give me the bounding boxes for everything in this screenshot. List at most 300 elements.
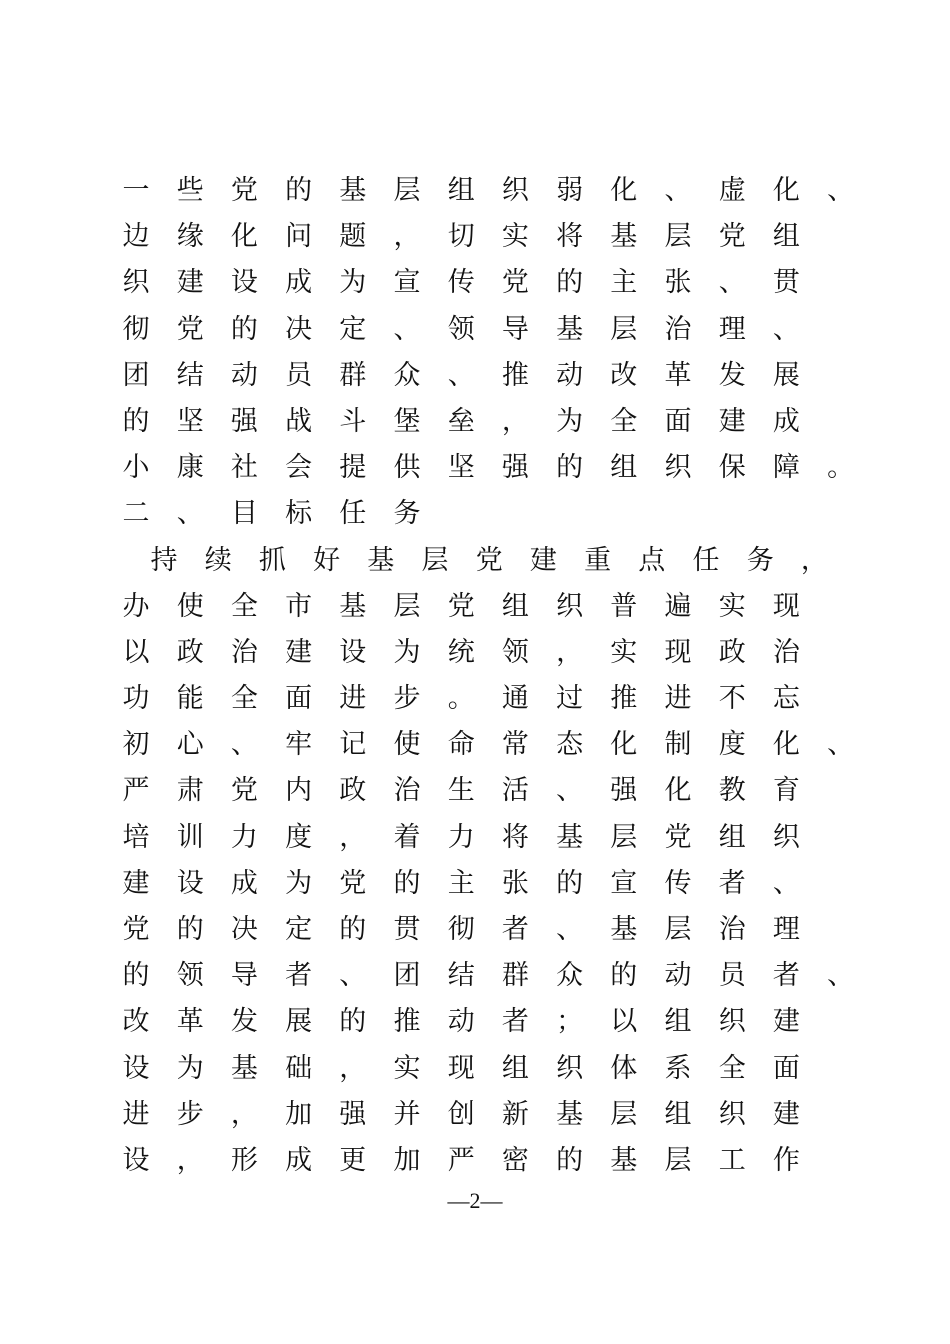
text-char: 能 [176, 683, 204, 715]
text-char: 层 [610, 1098, 638, 1130]
text-char: 培 [122, 821, 150, 853]
text-char: 以 [610, 1006, 638, 1038]
text-char: 建 [176, 267, 204, 299]
text-char: 使 [393, 729, 421, 761]
text-char: 、 [772, 867, 800, 899]
text-char: 任 [692, 544, 720, 576]
text-char: 成 [285, 1144, 313, 1176]
text-char: 的 [556, 1144, 584, 1176]
text-char: 建 [772, 1098, 800, 1130]
text-char: 党 [447, 590, 475, 622]
text-char: 、 [827, 175, 855, 206]
text-char: 成 [285, 267, 313, 299]
page-number: —2— [447, 1188, 503, 1213]
text-char: 、 [827, 960, 855, 992]
text-char: 改 [610, 359, 638, 391]
text-char: 以 [122, 636, 150, 668]
text-char: 设 [122, 1144, 150, 1176]
text-char: 化 [772, 729, 800, 761]
text-char: 加 [393, 1144, 421, 1176]
text-char: 组 [664, 1098, 692, 1130]
text-char: 力 [230, 821, 258, 853]
text-char: 础 [285, 1052, 313, 1084]
text-char: 层 [664, 914, 692, 945]
text-char: 团 [122, 359, 150, 391]
text-char: 者 [772, 960, 800, 992]
text-char: 、 [827, 729, 855, 761]
text-char: 目 [230, 498, 258, 530]
text-char: 活 [501, 775, 529, 807]
text-line [0, 1046, 950, 1092]
text-line [0, 861, 950, 907]
text-char: 态 [556, 729, 584, 761]
text-char: 、 [664, 175, 692, 206]
text-line [0, 399, 950, 445]
text-char: 垒 [447, 405, 475, 437]
text-char: 使 [176, 590, 204, 622]
text-line [0, 1092, 950, 1138]
text-char: 基 [556, 821, 584, 853]
text-char: 织 [122, 267, 150, 299]
text-char: 党 [230, 775, 258, 807]
text-char: 理 [772, 914, 800, 945]
text-char: 贯 [772, 267, 800, 299]
text-char: 作 [772, 1144, 800, 1176]
text-char: 组 [772, 221, 800, 253]
text-char: 的 [610, 960, 638, 992]
text-char: 基 [556, 313, 584, 345]
text-char: 治 [664, 313, 692, 345]
text-line [0, 815, 950, 861]
text-char: 的 [176, 914, 204, 945]
text-char: 一 [122, 175, 150, 206]
text-char: 通 [501, 683, 529, 715]
text-char: 坚 [447, 452, 475, 484]
text-char: 动 [556, 359, 584, 391]
text-char: 设 [339, 636, 367, 668]
text-char: 供 [393, 452, 421, 484]
text-char: 虚 [718, 175, 746, 206]
text-char: 党 [122, 914, 150, 945]
text-char: 动 [447, 1006, 475, 1038]
text-char: 成 [230, 867, 258, 899]
text-char: 治 [718, 914, 746, 945]
text-char: 过 [556, 683, 584, 715]
text-char: 组 [664, 1006, 692, 1038]
text-char: 化 [664, 775, 692, 807]
text-line [0, 676, 950, 722]
text-char: 初 [122, 729, 150, 761]
text-char: 的 [556, 267, 584, 299]
text-char: 理 [718, 313, 746, 345]
text-char: 基 [339, 175, 367, 206]
text-char: 忘 [772, 683, 800, 715]
text-char: 治 [393, 775, 421, 807]
text-char: 进 [339, 683, 367, 715]
text-char: 员 [718, 960, 746, 992]
text-char: 抓 [258, 544, 286, 576]
text-char: 、 [339, 960, 367, 992]
text-char: 面 [664, 405, 692, 437]
text-char: 动 [230, 359, 258, 391]
text-char: 。 [447, 683, 475, 715]
text-char: 基 [367, 544, 395, 576]
text-char: 推 [501, 359, 529, 391]
text-char: 者 [285, 960, 313, 992]
text-char: 进 [664, 683, 692, 715]
text-char: 题 [339, 221, 367, 253]
text-char: 严 [122, 775, 150, 807]
text-line [0, 538, 950, 584]
text-char: 成 [772, 405, 800, 437]
text-char: 坚 [176, 405, 204, 437]
text-char: 推 [610, 683, 638, 715]
text-char: 训 [176, 821, 204, 853]
text-char: 缘 [176, 221, 204, 253]
text-char: 实 [393, 1052, 421, 1084]
text-char: 结 [447, 960, 475, 992]
text-char: 决 [285, 313, 313, 345]
text-char: 层 [610, 821, 638, 853]
text-char: 全 [718, 1052, 746, 1084]
text-char: 强 [501, 452, 529, 484]
text-char: 主 [610, 267, 638, 299]
text-char: 建 [285, 636, 313, 668]
text-char: 着 [393, 821, 421, 853]
text-char: 化 [230, 221, 258, 253]
text-char: 织 [718, 1006, 746, 1038]
text-char: 的 [556, 452, 584, 484]
text-char: 续 [204, 544, 232, 576]
text-line [0, 630, 950, 676]
text-char: 组 [718, 821, 746, 853]
text-char: 织 [664, 452, 692, 484]
text-char: 动 [664, 960, 692, 992]
text-char: 传 [664, 867, 692, 899]
text-char: 的 [393, 867, 421, 899]
text-char: 常 [501, 729, 529, 761]
text-char: 教 [718, 775, 746, 807]
text-char: 织 [718, 1098, 746, 1130]
text-char: 保 [718, 452, 746, 484]
text-char: 、 [772, 313, 800, 345]
text-char: 市 [285, 590, 313, 622]
text-char: 化 [610, 729, 638, 761]
text-char: 功 [122, 683, 150, 715]
text-char: 革 [664, 359, 692, 391]
text-line [0, 953, 950, 999]
text-char: 小 [122, 452, 150, 484]
text-char: 政 [176, 636, 204, 668]
text-char: 彻 [447, 914, 475, 945]
text-char: 面 [285, 683, 313, 715]
text-char: 、 [230, 729, 258, 761]
text-char: 现 [772, 590, 800, 622]
text-char: 重 [584, 544, 612, 576]
text-char: 心 [176, 729, 204, 761]
text-line [0, 353, 950, 399]
text-char: 结 [176, 359, 204, 391]
text-char: ， [556, 636, 584, 668]
text-char: 者 [501, 914, 529, 945]
text-char: 全 [230, 683, 258, 715]
text-char: 者 [718, 867, 746, 899]
text-char: 的 [122, 405, 150, 437]
text-char: 战 [285, 405, 313, 437]
text-char: 将 [501, 821, 529, 853]
text-char: 层 [421, 544, 449, 576]
text-char: 会 [285, 452, 313, 484]
text-char: 建 [122, 867, 150, 899]
text-char: 的 [556, 867, 584, 899]
text-char: 肃 [176, 775, 204, 807]
text-line [0, 907, 950, 953]
text-char: 牢 [285, 729, 313, 761]
text-char: 创 [447, 1098, 475, 1130]
text-char: 党 [718, 221, 746, 253]
text-char: 、 [556, 775, 584, 807]
text-char: 全 [610, 405, 638, 437]
text-char: 不 [718, 683, 746, 715]
text-char: 建 [529, 544, 557, 576]
text-char: 实 [718, 590, 746, 622]
text-char: 群 [339, 359, 367, 391]
text-char: 众 [556, 960, 584, 992]
text-char: 党 [664, 821, 692, 853]
text-char: 基 [610, 914, 638, 945]
text-char: 康 [176, 452, 204, 484]
text-char: 记 [339, 729, 367, 761]
text-char: 的 [339, 1006, 367, 1038]
text-char: 制 [664, 729, 692, 761]
text-char: 为 [176, 1052, 204, 1084]
text-char: 二 [122, 498, 150, 530]
text-char: 体 [610, 1052, 638, 1084]
text-char: 度 [718, 729, 746, 761]
text-line [0, 445, 950, 491]
text-char: 为 [339, 267, 367, 299]
text-char: 为 [393, 636, 421, 668]
text-char: 化 [772, 175, 800, 206]
text-char: 基 [610, 1144, 638, 1176]
text-char: 建 [718, 405, 746, 437]
text-char: ， [176, 1144, 204, 1176]
text-line [0, 214, 950, 260]
text-char: 导 [230, 960, 258, 992]
text-char: 织 [556, 1052, 584, 1084]
text-line [0, 307, 950, 353]
text-char: 育 [772, 775, 800, 807]
text-char: 务 [393, 498, 421, 530]
text-char: 将 [556, 221, 584, 253]
text-line [0, 722, 950, 768]
text-char: 领 [501, 636, 529, 668]
text-char: 点 [638, 544, 666, 576]
text-char: 、 [176, 498, 204, 530]
text-char: 任 [339, 498, 367, 530]
text-char: 现 [447, 1052, 475, 1084]
text-char: 传 [447, 267, 475, 299]
text-char: 更 [339, 1144, 367, 1176]
text-char: 群 [501, 960, 529, 992]
text-char: 党 [230, 175, 258, 206]
text-char: 展 [772, 359, 800, 391]
text-char: 实 [501, 221, 529, 253]
text-char: 强 [339, 1098, 367, 1130]
text-char: 强 [610, 775, 638, 807]
text-char: 。 [827, 452, 855, 484]
text-char: 基 [610, 221, 638, 253]
text-char: 社 [230, 452, 258, 484]
text-line [0, 1138, 950, 1184]
text-char: 层 [610, 313, 638, 345]
text-char: 、 [556, 914, 584, 945]
text-char: 革 [176, 1006, 204, 1038]
text-char: ， [339, 821, 367, 853]
text-char: 现 [664, 636, 692, 668]
text-char: 面 [772, 1052, 800, 1084]
text-char: 者 [501, 1006, 529, 1038]
text-char: 改 [122, 1006, 150, 1038]
text-char: 贯 [393, 914, 421, 945]
text-char: 建 [772, 1006, 800, 1038]
text-char: 展 [285, 1006, 313, 1038]
text-char: 张 [664, 267, 692, 299]
text-char: 设 [230, 267, 258, 299]
body-text [0, 168, 950, 1184]
text-char: 设 [122, 1052, 150, 1084]
text-char: 领 [176, 960, 204, 992]
text-char: 系 [664, 1052, 692, 1084]
text-char: 层 [664, 221, 692, 253]
text-char: 、 [718, 267, 746, 299]
text-char: 度 [285, 821, 313, 853]
text-char: 定 [339, 313, 367, 345]
text-char: 、 [447, 359, 475, 391]
text-char: 全 [230, 590, 258, 622]
text-char: 组 [501, 1052, 529, 1084]
text-char: 强 [230, 405, 258, 437]
text-line [0, 491, 950, 537]
text-char: 普 [610, 590, 638, 622]
text-char: 基 [556, 1098, 584, 1130]
text-char: 设 [176, 867, 204, 899]
text-char: 织 [501, 175, 529, 206]
text-char: 标 [285, 498, 313, 530]
text-char: ， [501, 405, 529, 437]
text-char: 层 [664, 1144, 692, 1176]
text-char: 党 [176, 313, 204, 345]
text-char: 进 [122, 1098, 150, 1130]
text-char: 力 [447, 821, 475, 853]
text-char: 组 [610, 452, 638, 484]
text-char: ， [339, 1052, 367, 1084]
text-char: 织 [772, 821, 800, 853]
text-char: 步 [176, 1098, 204, 1130]
text-char: 组 [447, 175, 475, 206]
text-char: 发 [230, 1006, 258, 1038]
text-char: 切 [447, 221, 475, 253]
text-char: 遍 [664, 590, 692, 622]
text-char: 提 [339, 452, 367, 484]
text-char: 层 [393, 590, 421, 622]
text-char: 宣 [610, 867, 638, 899]
text-char: 治 [230, 636, 258, 668]
text-char: 彻 [122, 313, 150, 345]
text-char: 基 [230, 1052, 258, 1084]
text-char: 基 [339, 590, 367, 622]
text-char: ， [393, 221, 421, 253]
text-char: 政 [718, 636, 746, 668]
text-char: 层 [393, 175, 421, 206]
text-char: 党 [475, 544, 503, 576]
text-char: 统 [447, 636, 475, 668]
text-line [0, 768, 950, 814]
text-line [0, 584, 950, 630]
text-char: ， [800, 544, 828, 576]
text-char: 内 [285, 775, 313, 807]
text-line [0, 168, 950, 214]
text-char: 党 [339, 867, 367, 899]
text-char: 些 [176, 175, 204, 206]
text-char: 为 [556, 405, 584, 437]
text-char: 问 [285, 221, 313, 253]
text-char: 生 [447, 775, 475, 807]
text-char: 弱 [556, 175, 584, 206]
text-char: 边 [122, 221, 150, 253]
text-char: 并 [393, 1098, 421, 1130]
text-char: 堡 [393, 405, 421, 437]
text-char: 好 [313, 544, 341, 576]
text-char: 发 [718, 359, 746, 391]
text-char: 领 [447, 313, 475, 345]
text-char: 治 [772, 636, 800, 668]
text-char: 推 [393, 1006, 421, 1038]
text-char: 定 [285, 914, 313, 945]
text-char: 团 [393, 960, 421, 992]
text-char: 导 [501, 313, 529, 345]
text-char: 张 [501, 867, 529, 899]
text-char: 宣 [393, 267, 421, 299]
text-char: 办 [122, 590, 150, 622]
text-char: 实 [610, 636, 638, 668]
text-line [0, 999, 950, 1045]
text-char: 命 [447, 729, 475, 761]
text-char: 织 [556, 590, 584, 622]
text-char: 为 [285, 867, 313, 899]
text-char: 严 [447, 1144, 475, 1176]
text-char: 形 [230, 1144, 258, 1176]
text-char: 众 [393, 359, 421, 391]
text-char: 步 [393, 683, 421, 715]
text-char: ； [556, 1006, 584, 1038]
text-line [0, 260, 950, 306]
text-char: 、 [393, 313, 421, 345]
text-char: 持 [150, 544, 178, 576]
text-char: ， [230, 1098, 258, 1130]
text-char: 密 [501, 1144, 529, 1176]
text-char: 工 [718, 1144, 746, 1176]
text-char: 党 [501, 267, 529, 299]
text-char: 主 [447, 867, 475, 899]
text-char: 的 [122, 960, 150, 992]
text-char: 决 [230, 914, 258, 945]
text-char: 障 [772, 452, 800, 484]
text-char: 新 [501, 1098, 529, 1130]
text-char: 政 [339, 775, 367, 807]
text-char: 斗 [339, 405, 367, 437]
text-char: 务 [746, 544, 774, 576]
